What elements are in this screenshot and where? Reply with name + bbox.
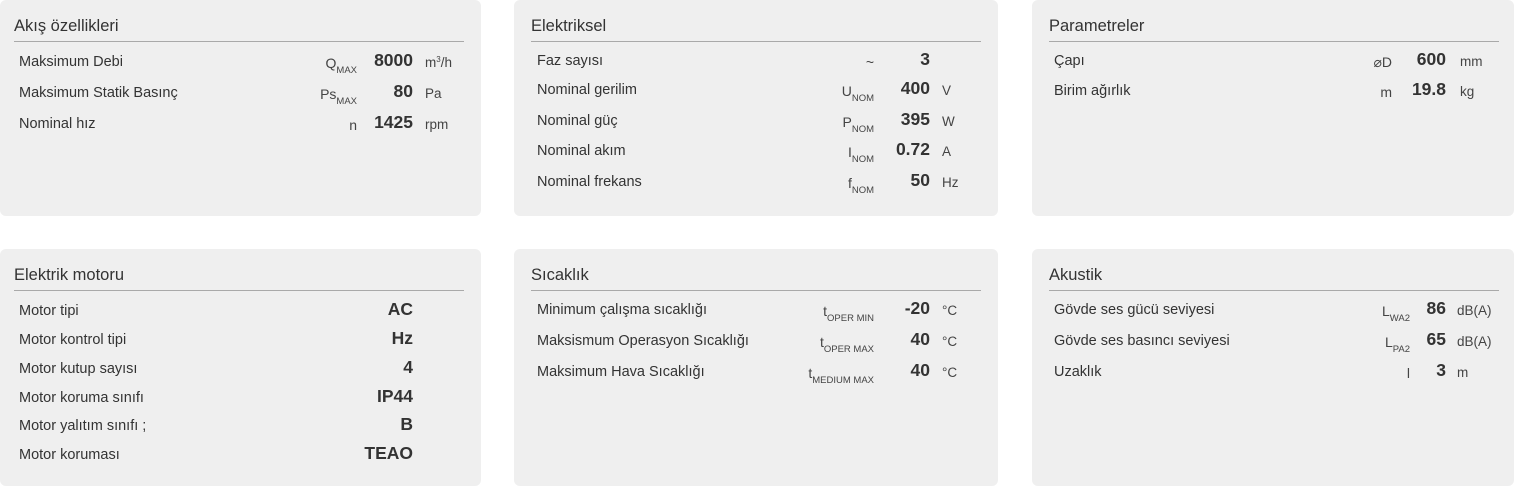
spec-symbol: $I_{NOM}$ — [847, 144, 874, 165]
spec-unit: mm — [1460, 54, 1483, 69]
spec-label: Gövde ses basıncı seviyesi — [1054, 333, 1230, 349]
spec-label: Çapı — [1054, 53, 1085, 69]
spec-row-motor-tipi — [0, 299, 481, 325]
spec-row-max-operasyon-sicakligi — [514, 329, 998, 355]
card-elektrik-motoru — [0, 249, 481, 486]
spec-unit: kg — [1460, 84, 1475, 99]
spec-row-faz-sayisi — [514, 49, 998, 75]
spec-unit: W — [942, 114, 955, 129]
divider — [531, 41, 981, 42]
spec-symbol: $t_{OPER MIN}$ — [823, 303, 874, 324]
divider — [14, 290, 464, 291]
card-title: Elektriksel — [531, 17, 607, 35]
spec-label: Nominal gerilim — [537, 82, 637, 98]
spec-symbol: $f_{NOM}$ — [847, 175, 874, 196]
divider — [1049, 41, 1499, 42]
spec-row-capi — [1032, 49, 1514, 75]
card-akustik — [1032, 249, 1514, 486]
spec-label: Maksimum Hava Sıcaklığı — [537, 364, 705, 380]
spec-label: Maksismum Operasyon Sıcaklığı — [537, 333, 749, 349]
spec-unit: Hz — [942, 175, 959, 190]
spec-value: 400 — [900, 78, 930, 98]
spec-value: 40 — [910, 360, 930, 380]
divider — [1049, 290, 1499, 291]
spec-label: Birim ağırlık — [1054, 83, 1131, 99]
card-title: Akış özellikleri — [14, 17, 119, 35]
spec-symbol: ⌀D — [1373, 54, 1392, 70]
spec-row-motor-kutup-sayisi — [0, 357, 481, 383]
spec-unit: °C — [942, 303, 958, 318]
spec-label: Nominal frekans — [537, 174, 642, 190]
spec-value: 40 — [910, 329, 930, 349]
spec-value: 0.72 — [895, 139, 930, 159]
spec-value: B — [400, 414, 413, 434]
spec-row-uzaklik — [1032, 360, 1514, 386]
spec-symbol: n — [349, 117, 357, 133]
spec-unit: dB(A) — [1457, 303, 1492, 318]
spec-row-govde-ses-basinci — [1032, 329, 1514, 355]
spec-unit: $m^3/h$ — [425, 55, 452, 70]
spec-label: Nominal akım — [537, 143, 626, 159]
card-title: Elektrik motoru — [14, 266, 125, 284]
card-sicaklik — [514, 249, 998, 486]
spec-unit: °C — [942, 365, 958, 380]
card-akis-ozellikleri — [0, 0, 481, 216]
spec-row-govde-ses-gucu — [1032, 298, 1514, 324]
spec-label: Motor tipi — [19, 303, 79, 319]
spec-symbol: $P_{NOM}$ — [842, 114, 874, 135]
card-title: Akustik — [1049, 266, 1103, 284]
spec-label: Motor kontrol tipi — [19, 332, 127, 348]
spec-value: -20 — [904, 298, 930, 318]
spec-label: Nominal hız — [19, 116, 96, 132]
spec-label: Motor yalıtım sınıfı ; — [19, 418, 147, 434]
spec-unit: A — [942, 144, 952, 159]
spec-symbol: m — [1380, 84, 1392, 100]
spec-value: 3 — [920, 49, 930, 69]
spec-unit: Pa — [425, 86, 442, 101]
spec-value: 80 — [393, 81, 413, 101]
spec-label: Maksimum Statik Basınç — [19, 85, 178, 101]
spec-value: TEAO — [364, 443, 413, 463]
spec-label: Uzaklık — [1054, 364, 1102, 380]
spec-symbol: $L_{WA2}$ — [1381, 303, 1410, 324]
spec-label: Gövde ses gücü seviyesi — [1054, 302, 1215, 318]
spec-label: Faz sayısı — [537, 53, 604, 69]
spec-row-motor-korumasi — [0, 443, 481, 469]
spec-value: IP44 — [377, 386, 413, 406]
spec-value: 65 — [1426, 329, 1446, 349]
spec-row-nominal-guc — [514, 109, 998, 135]
spec-unit: dB(A) — [1457, 334, 1492, 349]
spec-symbol: $t_{OPER MAX}$ — [819, 334, 874, 355]
spec-symbol: $Ps_{MAX}$ — [320, 86, 357, 107]
spec-row-nominal-akim — [514, 139, 998, 165]
spec-symbol: $t_{MEDIUM MAX}$ — [808, 365, 874, 386]
card-elektriksel — [514, 0, 998, 216]
spec-value: 50 — [910, 170, 930, 190]
divider — [14, 41, 464, 42]
spec-label: Motor koruması — [19, 447, 120, 463]
spec-row-nominal-frekans — [514, 170, 998, 196]
spec-unit: m — [1457, 365, 1469, 380]
spec-symbol: $U_{NOM}$ — [841, 83, 874, 104]
spec-label: Nominal güç — [537, 113, 618, 129]
spec-row-motor-koruma-sinifi — [0, 386, 481, 412]
spec-value: 395 — [900, 109, 930, 129]
spec-value: 4 — [403, 357, 413, 377]
spec-row-birim-agirlik — [1032, 79, 1514, 105]
spec-symbol: ~ — [865, 54, 874, 70]
spec-row-nominal-gerilim — [514, 78, 998, 104]
spec-value: AC — [387, 299, 413, 319]
spec-value: 19.8 — [1411, 79, 1446, 99]
divider — [531, 290, 981, 291]
spec-unit: °C — [942, 334, 958, 349]
spec-row-max-debi — [0, 50, 481, 76]
spec-row-motor-yalitim-sinifi — [0, 414, 481, 440]
spec-symbol: $Q_{MAX}$ — [325, 55, 357, 76]
spec-label: Motor kutup sayısı — [19, 361, 138, 377]
spec-value: Hz — [391, 328, 413, 348]
spec-row-max-hava-sicakligi — [514, 360, 998, 386]
spec-value: 600 — [1416, 49, 1446, 69]
card-title: Sıcaklık — [531, 266, 589, 284]
spec-row-motor-kontrol-tipi — [0, 328, 481, 354]
spec-value: 3 — [1436, 360, 1446, 380]
spec-unit: V — [942, 83, 952, 98]
spec-value: 86 — [1426, 298, 1446, 318]
spec-label: Motor koruma sınıfı — [19, 390, 144, 406]
card-title: Parametreler — [1049, 17, 1145, 35]
spec-row-max-statik-basinc — [0, 81, 481, 107]
spec-symbol: l — [1406, 365, 1410, 381]
spec-value: 8000 — [374, 50, 413, 70]
spec-label: Minimum çalışma sıcaklığı — [537, 302, 708, 318]
card-parametreler — [1032, 0, 1514, 216]
spec-unit: rpm — [425, 117, 449, 132]
spec-value: 1425 — [374, 112, 413, 132]
spec-row-min-calisma-sicakligi — [514, 298, 998, 324]
spec-row-nominal-hiz — [0, 112, 481, 138]
spec-symbol: $L_{PA2}$ — [1384, 334, 1410, 355]
spec-label: Maksimum Debi — [19, 54, 123, 70]
